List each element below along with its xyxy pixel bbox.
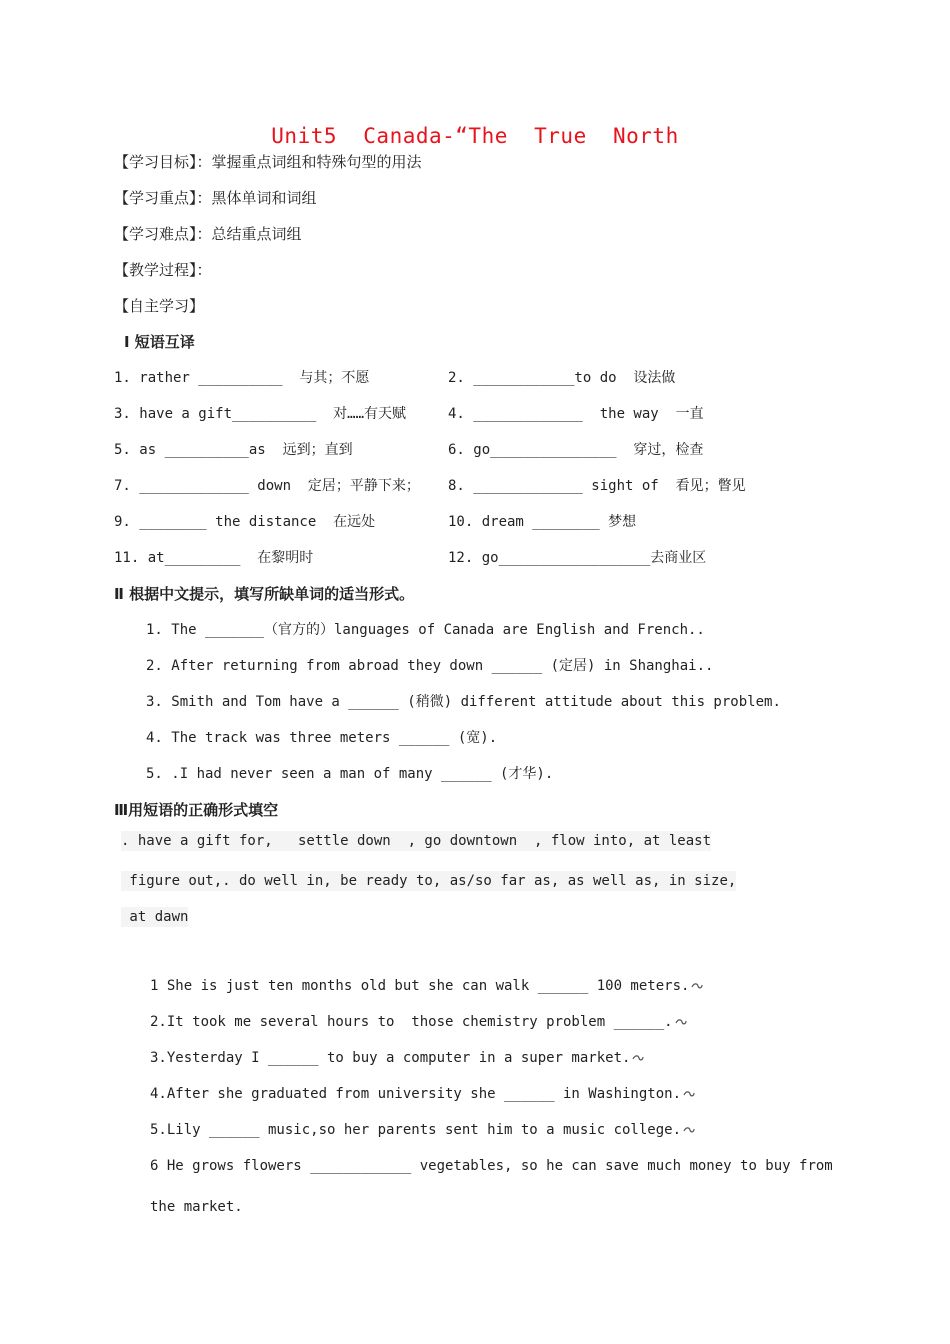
loop-mark-icon [691,982,703,990]
phrase-item: 10. dream ________ 梦想 [448,514,637,530]
learning-goal: 【学习目标】：掌握重点词组和特殊句型的用法 [114,153,422,171]
phrase-bank-line: figure out,. do well in, be ready to, as/so far as, as well as, in size, [121,873,737,889]
exercise-item-continuation: the market. [150,1199,243,1215]
learning-focus: 【学习重点】：黑体单词和词组 [114,189,317,207]
section1-heading: Ⅰ 短语互译 [124,333,195,351]
exercise-item: 4.After she graduated from university she ______ in Washington. [150,1084,695,1104]
phrase-item: 3. have a gift__________ 对……有天赋 [114,406,407,422]
phrase-item: 1. rather __________ 与其；不愿 [114,370,370,386]
learning-difficulty: 【学习难点】：总结重点词组 [114,225,302,243]
exercise-item: 2.It took me several hours to those chemistry problem ______. [150,1012,687,1032]
phrase-item: 4. _____________ the way 一直 [448,406,704,422]
self-study: 【自主学习】 [114,297,205,315]
loop-mark-icon [683,1090,695,1098]
page-title: Unit5 Canada-“The True North [271,124,679,148]
fill-item: 2. After returning from abroad they down ______ (定居) in Shanghai.. [146,658,714,674]
phrase-item: 11. at_________ 在黎明时 [114,550,314,566]
phrase-item: 2. ____________to do 设法做 [448,370,676,386]
phrase-item: 7. _____________ down 定居；平静下来； [114,478,420,494]
phrase-item: 9. ________ the distance 在远处 [114,514,376,530]
exercise-item: 1 She is just ten months old but she can walk ______ 100 meters. [150,976,703,996]
phrase-item: 5. as __________as 远到；直到 [114,442,353,458]
loop-mark-icon [675,1018,687,1026]
phrase-item: 8. _____________ sight of 看见；瞥见 [448,478,746,494]
teaching-process: 【教学过程】： [114,261,212,279]
exercise-item: 6 He grows flowers ____________ vegetables, so he can save much money to buy from [150,1158,833,1174]
loop-mark-icon [632,1054,644,1062]
fill-item: 5. .I had never seen a man of many ______ (才华). [146,766,554,782]
fill-item: 3. Smith and Tom have a ______ (稍微) different attitude about this problem. [146,694,781,710]
exercise-item: 5.Lily ______ music,so her parents sent him to a music college. [150,1120,695,1140]
phrase-bank-line: . have a gift for, settle down , go downtown , flow into, at least [121,833,712,849]
fill-item: 1. The _______（官方的）languages of Canada are English and French.. [146,622,705,638]
section3-heading: Ⅲ用短语的正确形式填空 [114,801,279,819]
phrase-item: 12. go__________________去商业区 [448,550,707,566]
fill-item: 4. The track was three meters ______ (宽). [146,730,498,746]
loop-mark-icon [683,1126,695,1134]
section2-heading: Ⅱ 根据中文提示，填写所缺单词的适当形式。 [114,585,415,603]
exercise-item: 3.Yesterday I ______ to buy a computer in a super market. [150,1048,644,1068]
phrase-bank-line: at dawn [121,909,189,925]
phrase-item: 6. go_______________ 穿过，检查 [448,442,704,458]
